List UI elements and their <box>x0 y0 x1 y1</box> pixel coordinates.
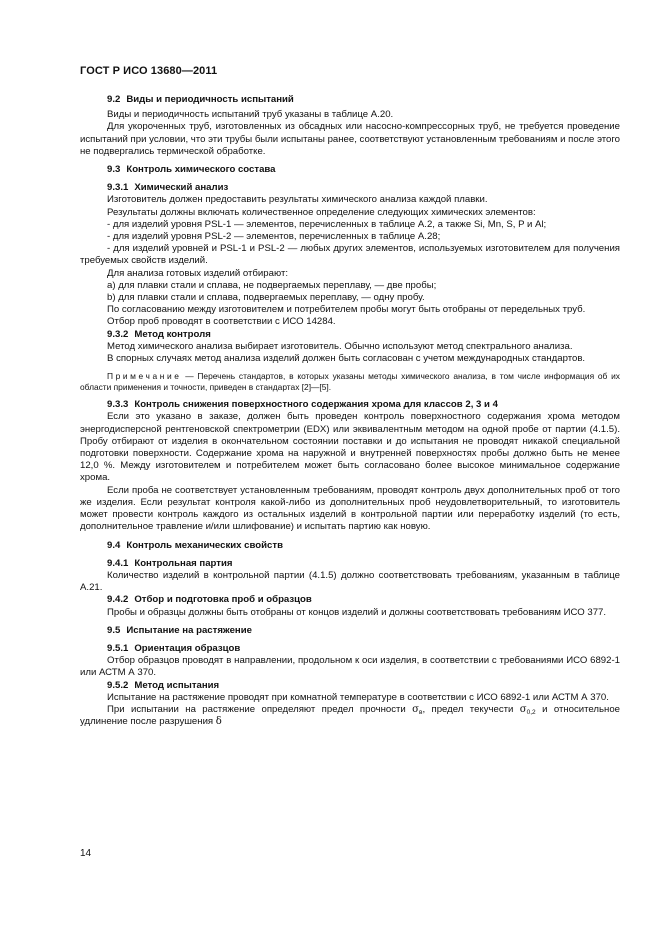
paragraph: Если проба не соответствует установленным требованиям, проводят контроль двух дополнительных проб от того же изделия. Если результат контроля какой-либо из дополнительных проб неудовлетворительный, то изготовитель может провести контроль каждого из остальных изделий в контрольной партии или переработку изделий (то есть, дополнительное травление и/или шлифование) и испытать партию как новую. <box>80 484 620 533</box>
note-label: Примечание <box>107 371 182 382</box>
section-number: 9.5.1 <box>107 642 129 654</box>
delta-symbol: δ <box>215 716 222 728</box>
paragraph: Результаты должны включать количественное определение следующих химических элементов: <box>107 206 536 218</box>
section-title: Химический анализ <box>134 182 229 194</box>
paragraph: В спорных случаях метод анализа изделий должен быть согласован с учетом международных стандартов. <box>107 353 586 365</box>
note-text: — Перечень стандартов, в которых указаны методы химического анализа, в том числе информация об их области применения и точности, приведен в стандартах [2]—[5]. <box>80 371 620 393</box>
section-number: 9.4.2 <box>107 594 129 606</box>
list-item: - для изделий уровней и PSL-1 и PSL-2 — любых других элементов, используемых изготовителем для получения требуемых свойств изделий. <box>80 243 620 267</box>
paragraph: Для анализа готовых изделий отбирают: <box>107 267 289 279</box>
paragraph: Пробы и образцы должны быть отобраны от концов изделий и должны соответствовать требованиям ИСО 377. <box>107 606 607 618</box>
section-number: 9.3.3 <box>107 399 129 411</box>
section-title: Виды и периодичность испытаний <box>126 94 294 105</box>
paragraph: Отбор образцов проводят в направлении, продольном к оси изделия, в соответствии с требованиями ИСО 6892-1 или АСТМ А 370. <box>80 655 620 679</box>
section-title: Метод испытания <box>134 679 220 691</box>
section-title: Ориентация образцов <box>134 642 241 654</box>
paragraph: По согласованию между изготовителем и потребителем пробы могут быть отобраны от передельных труб. <box>107 304 586 316</box>
document-header: ГОСТ Р ИСО 13680—2011 <box>80 65 218 77</box>
section-heading-9-2 <box>80 94 620 106</box>
sigma-symbol: σ <box>412 703 419 715</box>
list-item: - для изделий уровня PSL-1 — элементов, перечисленных в таблице А.2, а также Si, Mn, S, P и Al; <box>107 218 547 230</box>
paragraph: Виды и периодичность испытаний труб указаны в таблице А.20. <box>107 109 394 121</box>
section-number: 9.5.2 <box>107 679 129 691</box>
section-heading-9-3-3 <box>80 399 620 411</box>
section-title: Контроль механических свойств <box>126 539 283 551</box>
section-title: Контроль химического состава <box>126 164 276 176</box>
subscript: в <box>419 708 423 716</box>
section-heading-9-3 <box>80 164 620 176</box>
section-heading-9-3-1 <box>80 182 620 194</box>
document-body <box>80 94 620 728</box>
section-heading-9-4-1 <box>80 558 620 570</box>
section-title: Отбор и подготовка проб и образцов <box>134 594 312 606</box>
section-heading-9-4-2 <box>80 594 620 606</box>
text-run: , предел текучести <box>422 703 520 715</box>
section-title: Контрольная партия <box>134 557 233 569</box>
paragraph: Испытание на растяжение проводят при комнатной температуре в соответствии с ИСО 6892-1 или АСТМ А 370. <box>107 691 609 703</box>
list-item: - для изделий уровня PSL-2 — элементов, перечисленных в таблице А.28; <box>107 231 441 243</box>
section-title: Метод контроля <box>134 328 211 340</box>
paragraph: Для укороченных труб, изготовленных из обсадных или насосно-компрессорных труб, не требуется проведение испытаний при условии, что эти трубы были испытаны ранее, соответствуют установленным требованиям и после этого не подвергались термической обработке. <box>80 121 620 157</box>
list-item: b) для плавки стали и сплава, подвергаемых переплаву, — одну пробу. <box>107 292 425 304</box>
paragraph: Метод химического анализа выбирает изготовитель. Обычно используют метод спектрального анализа. <box>107 340 573 352</box>
note <box>80 371 620 393</box>
section-heading-9-3-2 <box>80 329 620 341</box>
section-number: 9.5 <box>107 624 121 636</box>
paragraph <box>80 704 620 728</box>
subscript: 0,2 <box>526 708 536 716</box>
page-number: 14 <box>80 848 92 859</box>
section-heading-9-4 <box>80 540 620 552</box>
paragraph: Если это указано в заказе, должен быть проведен контроль поверхностного содержания хрома методом энергодисперсной рентгеновской спектрометрии (EDX) или эквивалентным методом на одной пробе от партии (4.1.5). Пробу отбирают от изделия в окончательном состоянии поставки и до испытания не проводят никакой специальной подготовки поверхности. Содержание хрома на наружной и внутренней поверхностях пробы должно быть не менее 12,0 %. Между изготовителем и потребителем может быть согласовано более высокое минимальное содержание хрома. <box>80 411 620 484</box>
sigma-symbol: σ <box>519 703 527 715</box>
paragraph: Изготовитель должен предоставить результаты химического анализа каждой плавки. <box>107 194 488 206</box>
text-run: и относительное удлинение после разрушения <box>80 703 620 728</box>
section-heading-9-5-2 <box>80 680 620 692</box>
text-run: При испытании на растяжение определяют предел прочности <box>107 703 413 715</box>
section-number: 9.4 <box>107 539 121 551</box>
section-heading-9-5 <box>80 625 620 637</box>
section-number: 9.2 <box>107 94 121 105</box>
paragraph: Количество изделий в контрольной партии (4.1.5) должно соответствовать требованиям, указанным в таблице А.21. <box>80 569 620 594</box>
section-title: Контроль снижения поверхностного содержания хрома для классов 2, 3 и 4 <box>134 399 498 411</box>
list-item: a) для плавки стали и сплава, не подвергаемых переплаву, — две пробы; <box>107 279 437 291</box>
section-number: 9.4.1 <box>107 557 129 569</box>
paragraph: Отбор проб проводят в соответствии с ИСО 14284. <box>107 316 336 328</box>
section-title: Испытание на растяжение <box>126 624 252 636</box>
section-number: 9.3.1 <box>107 182 129 194</box>
section-number: 9.3.2 <box>107 328 129 340</box>
section-heading-9-5-1 <box>80 643 620 655</box>
section-number: 9.3 <box>107 164 121 176</box>
